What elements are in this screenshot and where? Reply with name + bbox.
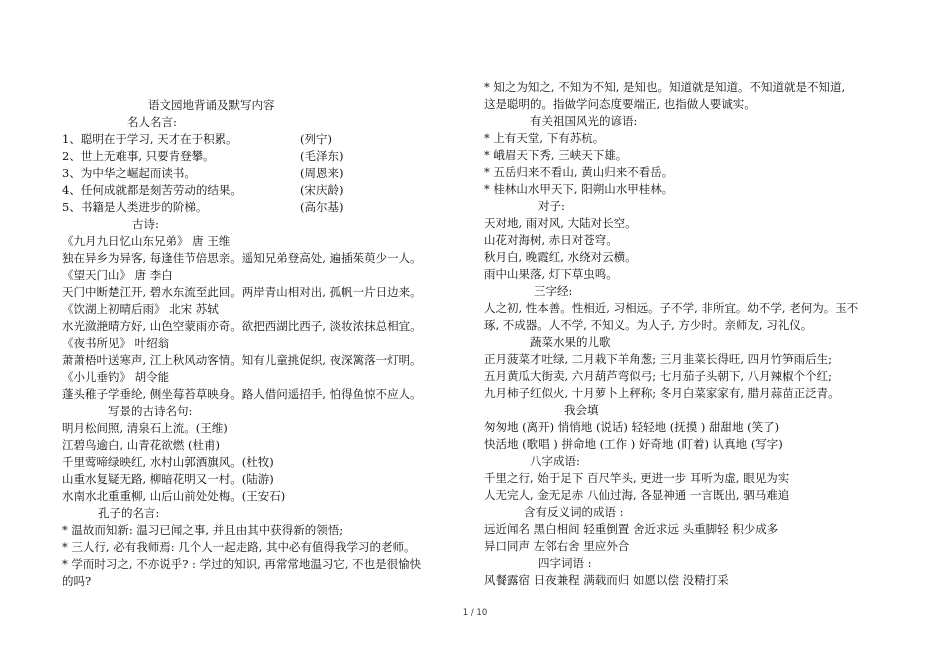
quote-4: 4、任何成就都是刻苦劳动的结果。 (62, 183, 242, 197)
quote-1: 1、聪明在于学习, 天才在于积累。 (62, 132, 238, 146)
quote-3-source: (周恩来) (300, 166, 344, 180)
poem-text: 水光潋滟晴方好, 山色空蒙雨亦奇。欲把西湖比西子, 淡妆浓抹总相宜。 (62, 319, 422, 333)
quote-2: 2、世上无难事, 只要肯登攀。 (62, 149, 215, 163)
confucius-quote-continuation: 的吗? (62, 574, 92, 588)
poem-title: 《小儿垂钓》 胡令能 (62, 370, 170, 384)
fill-in-row: 快活地 (歌唱 ) 拼命地 (工作 ) 好奇地 (盯着) 认真地 (写字) (484, 437, 783, 451)
section-heading-proverbs: 有关祖国风光的谚语: (530, 114, 638, 128)
confucius-quote: * 知之为知之, 不知为不知, 是知也。知道就是知道。不知道就是不知道, (484, 80, 846, 94)
confucius-quote: * 学而时习之, 不亦说乎? : 学过的知识, 再常常地温习它, 不也是很愉快 (62, 557, 422, 571)
section-heading-three-character-classic: 三字经: (534, 284, 573, 298)
section-heading-four-char-words: 四字词语 : (538, 556, 592, 570)
page-number: 1 / 10 (462, 608, 488, 618)
scenery-line: 水南水北重重柳, 山后山前处处梅。(王安石) (62, 489, 286, 503)
section-heading-vegetable-song: 蔬菜水果的儿歌 (530, 335, 611, 349)
quote-2-source: (毛泽东) (300, 149, 344, 163)
idiom-row: 异口同声 左邻右舍 里应外合 (484, 539, 630, 553)
couplet-line: 天对地, 雨对风, 大陆对长空。 (484, 216, 637, 230)
song-line: 九月柿子红似火, 十月萝卜上秤称; 冬月白菜家家有, 腊月蒜苗正泛青。 (484, 386, 840, 400)
idiom-row: 人无完人, 金无足赤 八仙过海, 各显神通 一言既出, 驷马难追 (484, 488, 790, 502)
quote-5: 5、书籍是人类进步的阶梯。 (62, 200, 208, 214)
couplet-line: 山花对海树, 赤日对苍穹。 (484, 233, 618, 247)
proverb: * 桂林山水甲天下, 阳朔山水甲桂林。 (484, 182, 674, 196)
quote-3: 3、为中华之崛起而读书。 (62, 166, 196, 180)
section-heading-ancient-poems: 古诗: (132, 217, 159, 231)
classic-text: 人之初, 性本善。性相近, 习相远。子不学, 非所宜。幼不学, 老何为。玉不 (484, 301, 859, 315)
idiom-row: 千里之行, 始于足下 百尺竿头, 更进一步 耳听为虚, 眼见为实 (484, 471, 790, 485)
fill-in-row: 匆匆地 (离开) 悄悄地 (说话) 轻轻地 (抚摸 ) 甜甜地 (笑了) (484, 420, 780, 434)
idiom-row: 远近闻名 黑白相间 轻重倒置 舍近求远 头重脚轻 积少成多 (484, 522, 779, 536)
quote-1-source: (列宁) (300, 132, 332, 146)
word-row: 风餐露宿 日夜兼程 满载而归 如愿以偿 没精打采 (484, 573, 729, 587)
poem-text: 蓬头稚子学垂纶, 侧坐莓苔草映身。路人借问遥招手, 怕得鱼惊不应人。 (62, 387, 422, 401)
poem-title: 《饮湖上初晴后雨》 北宋 苏轼 (62, 302, 219, 316)
quote-5-source: (高尔基) (300, 200, 344, 214)
proverb: * 峨眉天下秀, 三峡天下雄。 (484, 148, 628, 162)
poem-title: 《夜书所见》 叶绍翁 (62, 336, 170, 350)
scenery-line: 千里莺啼绿映红, 水村山郭酒旗风。(杜牧) (62, 455, 274, 469)
couplet-line: 雨中山果落, 灯下草虫鸣。 (484, 267, 618, 281)
section-heading-famous-quotes: 名人名言: (127, 115, 177, 129)
section-heading-couplets: 对子: (538, 199, 565, 213)
scenery-line: 山重水复疑无路, 柳暗花明又一村。(陆游) (62, 472, 274, 486)
section-heading-fill-in: 我会填 (564, 403, 599, 417)
song-line: 正月菠菜才吐绿, 二月栽下羊角葱; 三月韭菜长得旺, 四月竹笋雨后生; (484, 352, 833, 366)
proverb: * 上有天堂, 下有苏杭。 (484, 131, 605, 145)
section-heading-confucius: 孔子的名言: (98, 506, 160, 520)
section-heading-eight-char-idioms: 八字成语: (530, 454, 580, 468)
poem-title: 《望天门山》 唐 李白 (62, 268, 173, 282)
section-heading-antonym-idioms: 含有反义词的成语 : (524, 505, 624, 519)
poem-text: 萧萧梧叶送寒声, 江上秋风动客情。知有儿童挑促织, 夜深篱落一灯明。 (62, 353, 422, 367)
document-title: 语文园地背诵及默写内容 (148, 98, 275, 112)
song-line: 五月黄瓜大街卖, 六月葫芦弯似弓; 七月茄子头朝下, 八月辣椒个个红; (484, 369, 833, 383)
poem-text: 独在异乡为异客, 每逢佳节倍思亲。遥知兄弟登高处, 遍插茱萸少一人。 (62, 251, 422, 265)
proverb: * 五岳归来不看山, 黄山归来不看岳。 (484, 165, 674, 179)
quote-4-source: (宋庆龄) (300, 183, 344, 197)
couplet-line: 秋月白, 晚霞红, 水绕对云横。 (484, 250, 637, 264)
confucius-quote: * 三人行, 必有我师焉: 几个人一起走路, 其中必有值得我学习的老师。 (62, 540, 416, 554)
poem-text: 天门中断楚江开, 碧水东流至此回。两岸青山相对出, 孤帆一片日边来。 (62, 285, 422, 299)
confucius-quote: * 温故而知新: 温习已闻之事, 并且由其中获得新的领悟; (62, 523, 344, 537)
classic-text: 琢, 不成器。人不学, 不知义。为人子, 方少时。亲师友, 习礼仪。 (484, 318, 813, 332)
confucius-quote-continuation: 这是聪明的。指做学问态度要端正, 也指做人要诚实。 (484, 97, 756, 111)
section-heading-scenery-lines: 写景的古诗名句: (108, 404, 193, 418)
scenery-line: 江碧鸟逾白, 山青花欲燃 (杜甫) (62, 438, 220, 452)
scenery-line: 明月松间照, 清泉石上流。(王维) (62, 421, 228, 435)
poem-title: 《九月九日忆山东兄弟》 唐 王维 (62, 234, 231, 248)
